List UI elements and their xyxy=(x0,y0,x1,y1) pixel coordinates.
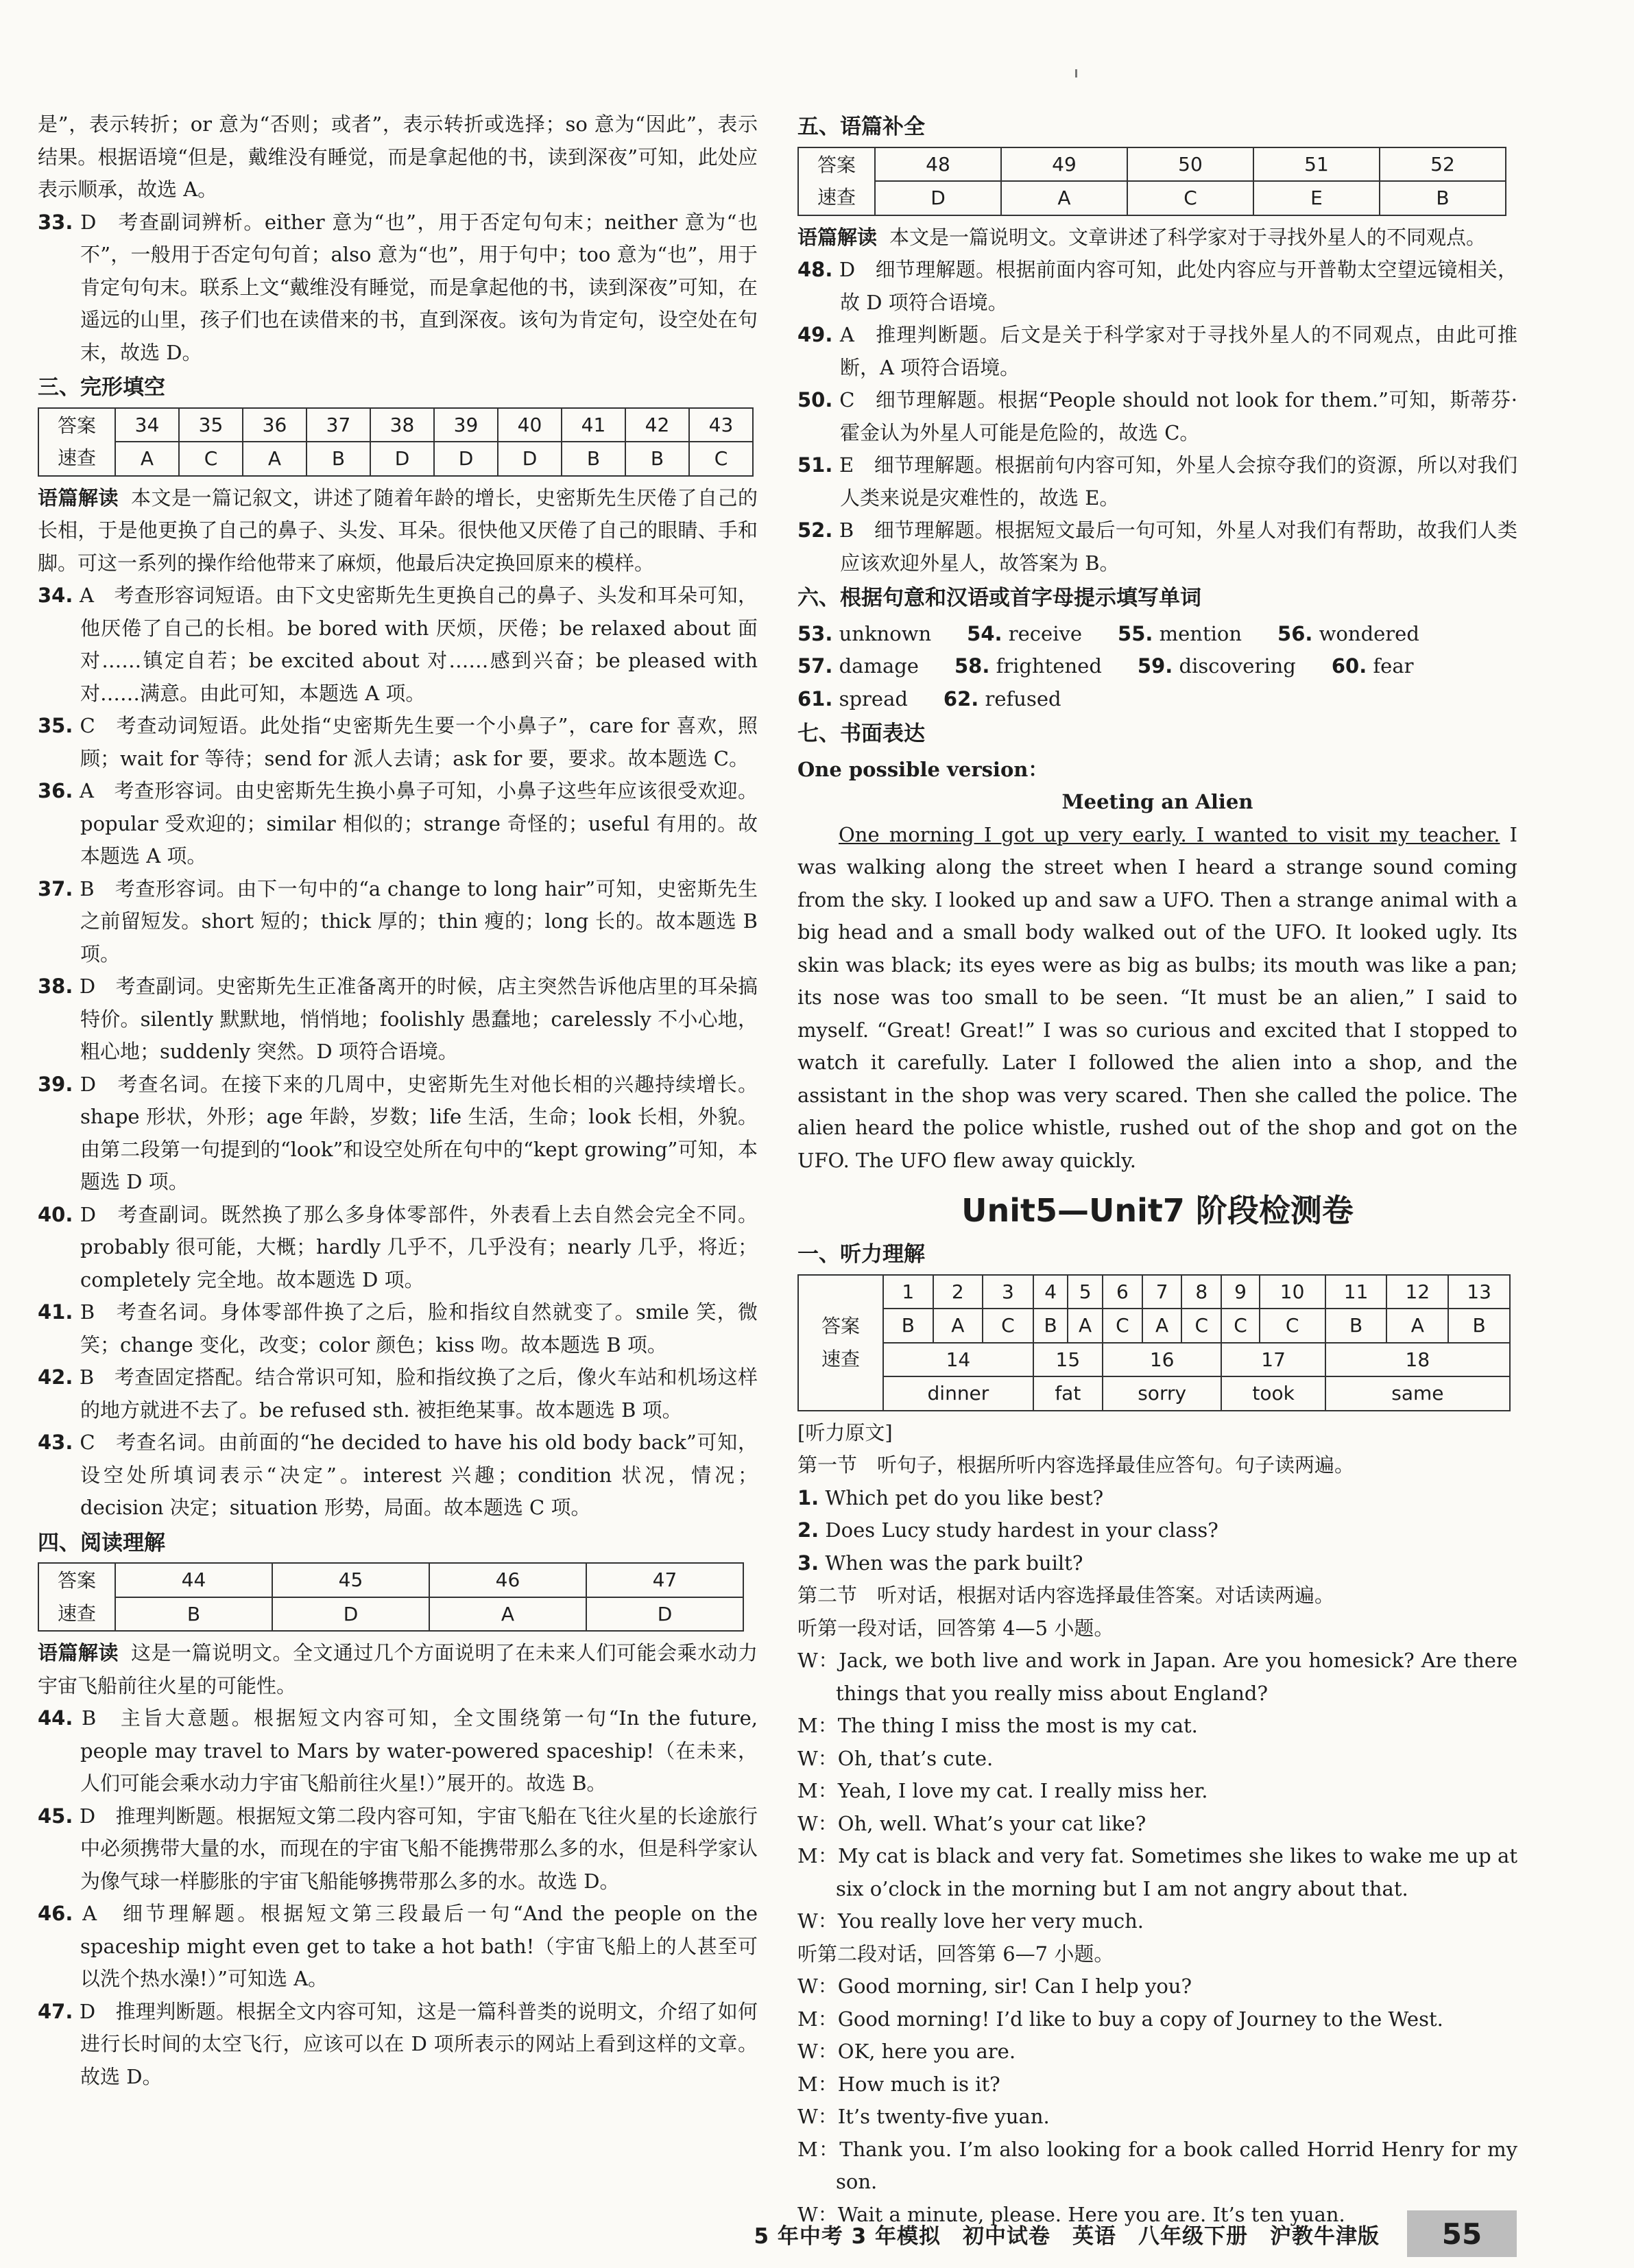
reading-explanations xyxy=(38,1702,758,2093)
table-row: dinner fat sorry took same xyxy=(798,1376,1510,1411)
script-line: 听第二段对话，回答第 6—7 小题。 xyxy=(797,1942,1114,1966)
answer-item: 49. A 推理判断题。后文是关于科学家对于寻找外星人的不同观点，由此可推断，A 项符合语境。 xyxy=(797,323,1517,379)
script-line: M：Good morning! I’d like to buy a copy of Journey to the West. xyxy=(797,2007,1443,2031)
word-answer: 61. spread xyxy=(797,687,908,711)
script-line: M：Yeah, I love my cat. I really miss her. xyxy=(797,1779,1208,1802)
answer-item: 46. A 细节理解题。根据短文第三段最后一句“And the people on the spaceship might even get to take a hot bath!（宇宙飞船上的人甚至可以洗个热水澡!）”可知选 A。 xyxy=(38,1902,758,1990)
left-column xyxy=(38,108,758,2093)
page-footer xyxy=(721,2210,1517,2257)
table-row: 答案 速查 48 49 50 51 52 xyxy=(798,147,1506,182)
script-line: 第一节 听句子，根据所听内容选择最佳应答句。句子读两遍。 xyxy=(797,1453,1355,1477)
word-answer: 53. unknown xyxy=(797,621,932,645)
script-line: 听第一段对话，回答第 4—5 小题。 xyxy=(797,1616,1114,1640)
table-row: 14 15 16 17 18 xyxy=(798,1343,1510,1377)
answer-item: 38. D 考查副词。史密斯先生正准备离开的时候，店主突然告诉他店里的耳朵搞特价。silently 默默地，悄悄地；foolishly 愚蠢地；carelessly 不小心地，粗心地；suddenly 突然。D 项符合语境。 xyxy=(38,975,758,1063)
word-answer: 62. refused xyxy=(943,687,1061,711)
version-label: One possible version： xyxy=(797,757,1048,781)
table-row: B D A D xyxy=(38,1597,743,1632)
completion-explanations xyxy=(797,254,1517,580)
script-line: M：The thing I miss the most is my cat. xyxy=(797,1714,1198,1737)
word-answer: 56. wondered xyxy=(1277,621,1419,645)
script-line: M：How much is it? xyxy=(797,2072,1000,2096)
answer-item: 39. D 考查名词。在接下来的几周中，史密斯先生对他长相的兴趣持续增长。shape 形状，外形；age 年龄，岁数；life 生活，生命；look 长相，外貌。由第二段第一句提到的“look”和设空处所在句中的“kept growing”可知，本题选 D 项。 xyxy=(38,1072,758,1193)
listening-script xyxy=(797,1449,1517,2231)
answer-item: 34. A 考查形容词短语。由下文史密斯先生更换自己的鼻子、头发和耳朵可知，他厌倦了自己的长相。be bored with 厌烦，厌倦；be relaxed about 面对……镇定自若；be excited about 对……感到兴奋；be pleased with 对……满意。由此可知，本题选 A 项。 xyxy=(38,584,758,705)
table-row: A C A B D D D B B C xyxy=(38,442,753,476)
passage-analysis: 语篇解读 本文是一篇记叙文，讲述了随着年龄的增长，史密斯先生厌倦了自己的长相，于是他更换了自己的鼻子、头发、耳朵。很快他又厌倦了自己的眼睛、手和脚。可这一系列的操作给他带来了麻烦，他最后决定换回原来的模样。 xyxy=(38,486,758,575)
table-header-cell: 答案 速查 xyxy=(38,1563,115,1631)
cloze-explanations xyxy=(38,580,758,1525)
section-title-reading: 四、阅读理解 xyxy=(38,1530,165,1555)
answer-item: 43. C 考查名词。由前面的“he decided to have his old body back”可知，设空处所填词表示“决定”。interest 兴趣；condition 状况，情况；decision 决定；situation 形势，局面。故本题选 C 项。 xyxy=(38,1431,758,1519)
table-row: D A C E B xyxy=(798,181,1506,215)
word-answer: 60. fear xyxy=(1331,654,1414,678)
answer-table-completion xyxy=(797,147,1506,216)
book-title: 5 年中考 3 年模拟 初中试卷 英语 八年级下册 沪教牛津版 xyxy=(754,2223,1380,2249)
word-answer: 58. frightened xyxy=(954,654,1102,678)
script-line: W：Jack, we both live and work in Japan. Are you homesick? Are there things that you really miss about England? xyxy=(797,1649,1517,1705)
answer-item: 35. C 考查动词短语。此处指“史密斯先生要一个小鼻子”，care for 喜欢，照顾；wait for 等待；send for 派人去请；ask for 要，要求。故本题选 C。 xyxy=(38,714,758,770)
script-line: 1. Which pet do you like best? xyxy=(797,1485,1104,1509)
script-line: 3. When was the park built? xyxy=(797,1551,1083,1575)
answer-item: 41. B 考查名词。身体零部件换了之后，脸和指纹自然就变了。smile 笑，微笑；change 变化，改变；color 颜色；kiss 吻。故本题选 B 项。 xyxy=(38,1300,758,1357)
table-header-cell: 答案 速查 xyxy=(798,147,875,215)
answer-item: 45. D 推理判断题。根据短文第二段内容可知，宇宙飞船在飞往火星的长途旅行中必须携带大量的水，而现在的宇宙飞船不能携带那么多的水，但是科学家认为像气球一样膨胀的宇宙飞船能够携带那么多的水。故选 D。 xyxy=(38,1804,758,1893)
section-title-words: 六、根据句意和汉语或首字母提示填写单词 xyxy=(797,586,1201,610)
script-line: W：OK, here you are. xyxy=(797,2040,1016,2063)
table-row: 答案 速查 34 35 36 37 38 39 40 41 42 43 xyxy=(38,408,753,442)
word-answers xyxy=(797,618,1517,716)
script-line: M：My cat is black and very fat. Sometimes she likes to wake me up at six o’clock in the morning but I am not angry about that. xyxy=(797,1844,1517,1900)
answer-item: 52. B 细节理解题。根据短文最后一句可知，外星人对我们有帮助，故我们人类应该欢迎外星人，故答案为 B。 xyxy=(797,518,1517,575)
scan-mark xyxy=(1075,69,1077,77)
answer-item-33: 33. D 考查副词辨析。either 意为“也”，用于否定句句末；neither 意为“也不”，一般用于否定句句首；also 意为“也”，用于句中；too 意为“也”，用于肯定句句末。联系上文“戴维没有睡觉，而是拿起他的书，读到深夜”可知，在遥远的山里，孩子们也在读借来的书，直到深夜。该句为肯定句，设空处在句末，故选 D。 xyxy=(38,210,758,364)
intro-paragraph: 是”，表示转折；or 意为“否则；或者”，表示转折或选择；so 意为“因此”，表示结果。根据语境“但是，戴维没有睡觉，而是拿起他的书，读到深夜”可知，此处应表示顺承，故选 A。 xyxy=(38,112,758,201)
table-row: 答案 速查 1 2 3 4 5 6 7 8 9 10 11 12 13 xyxy=(798,1275,1510,1309)
answer-item: 51. E 细节理解题。根据前句内容可知，外星人会掠夺我们的资源，所以对我们人类来说是灾难性的，故选 E。 xyxy=(797,453,1518,510)
answer-item: 44. B 主旨大意题。根据短文内容可知，全文围绕第一句“In the future, people may travel to Mars by water-powered spaceship!（在未来，人们可能会乘水动力宇宙飞船前往火星!）”展开的。故选 B。 xyxy=(38,1706,758,1795)
word-answer: 55. mention xyxy=(1118,621,1242,645)
table-header-cell: 答案 速查 xyxy=(38,408,115,476)
passage-analysis: 语篇解读 这是一篇说明文。全文通过几个方面说明了在未来人们可能会乘水动力宇宙飞船前往火星的可能性。 xyxy=(38,1641,758,1697)
answer-item: 40. D 考查副词。既然换了那么多身体零部件，外表看上去自然会完全不同。probably 很可能，大概；hardly 几乎不，几乎没有；nearly 几乎，将近；completely 完全地。故本题选 D 项。 xyxy=(38,1202,758,1291)
page-number: 55 xyxy=(1407,2210,1517,2257)
word-answer: 59. discovering xyxy=(1137,654,1296,678)
section-title-listening: 一、听力理解 xyxy=(797,1242,925,1267)
answer-table-cloze xyxy=(38,407,754,477)
script-line: W：Oh, that’s cute. xyxy=(797,1746,994,1770)
answer-table-listening xyxy=(797,1274,1511,1411)
answer-item: 48. D 细节理解题。根据前面内容可知，此处内容应与开普勒太空望远镜相关，故 D 项符合语境。 xyxy=(797,258,1517,314)
answer-table-reading xyxy=(38,1562,744,1632)
essay-body: One morning I got up very early. I wanted to visit my teacher. I was walking along the street when I heard a strange sound coming from the sky. I looked up and saw a UFO. Then a strange animal with a big head and a small body walked out of the UFO. It looked ugly. Its skin was black; its eyes were as big as bulbs; its mouth was like a pan; its nose was too small to be seen. “It must be an alien,” I said to myself. “Great! Great!” I was so curious and excited that I stopped to watch it carefully. Later I followed the alien into a shop, and the assistant in the shop was very scared. Then she called the police. The alien heard the police whistle, rushed out of the shop and got on the UFO. The UFO flew away quickly. xyxy=(797,822,1517,1172)
script-label: [听力原文] xyxy=(797,1420,893,1444)
essay-title: Meeting an Alien xyxy=(1061,790,1253,813)
script-line: W：Oh, well. What’s your cat like? xyxy=(797,1811,1146,1835)
section-title-writing: 七、书面表达 xyxy=(797,721,925,746)
table-row: B A C B A C A C C C B A B xyxy=(798,1309,1510,1343)
script-line: 第二节 听对话，根据对话内容选择最佳答案。对话读两遍。 xyxy=(797,1584,1335,1607)
answer-item: 50. C 细节理解题。根据“People should not look for them.”可知，斯蒂芬·霍金认为外星人可能是危险的，故选 C。 xyxy=(797,388,1518,444)
script-line: 2. Does Lucy study hardest in your class? xyxy=(797,1518,1218,1542)
word-answer: 57. damage xyxy=(797,654,919,678)
script-line: W：You really love her very much. xyxy=(797,1909,1144,1933)
answer-item: 36. A 考查形容词。由史密斯先生换小鼻子可知，小鼻子这些年应该很受欢迎。popular 受欢迎的；similar 相似的；strange 奇怪的；useful 有用的。故本题选 A 项。 xyxy=(38,779,758,868)
word-answer: 54. receive xyxy=(967,621,1083,645)
script-line: W：Good morning, sir! Can I help you? xyxy=(797,1974,1192,1998)
answer-item: 42. B 考查固定搭配。结合常识可知，脸和指纹换了之后，像火车站和机场这样的地方就进不去了。be refused sth. 被拒绝某事。故本题选 B 项。 xyxy=(38,1365,758,1422)
right-column xyxy=(797,108,1517,2231)
section-title-completion: 五、语篇补全 xyxy=(797,115,925,139)
passage-analysis: 语篇解读 本文是一篇说明文。文章讲述了科学家对于寻找外星人的不同观点。 xyxy=(797,225,1487,249)
answer-item: 47. D 推理判断题。根据全文内容可知，这是一篇科普类的说明文，介绍了如何进行长时间的太空飞行，应该可以在 D 项所表示的网站上看到这样的文章。故选 D。 xyxy=(38,1999,758,2088)
unit-title: Unit5—Unit7 阶段检测卷 xyxy=(961,1192,1354,1229)
script-line: W：Wait a minute, please. Here you are. It’s ten yuan. xyxy=(797,2202,1345,2226)
section-title-cloze: 三、完形填空 xyxy=(38,375,165,400)
script-line: W：It’s twenty-five yuan. xyxy=(797,2105,1050,2128)
script-line: M：Thank you. I’m also looking for a book called Horrid Henry for my son. xyxy=(797,2137,1517,2193)
table-row: 答案 速查 44 45 46 47 xyxy=(38,1563,743,1597)
answer-item: 37. B 考查形容词。由下一句中的“a change to long hair”可知，史密斯先生之前留短发。short 短的；thick 厚的；thin 瘦的；long 长的。故本题选 B 项。 xyxy=(38,876,758,966)
table-header-cell: 答案 速查 xyxy=(798,1275,883,1411)
